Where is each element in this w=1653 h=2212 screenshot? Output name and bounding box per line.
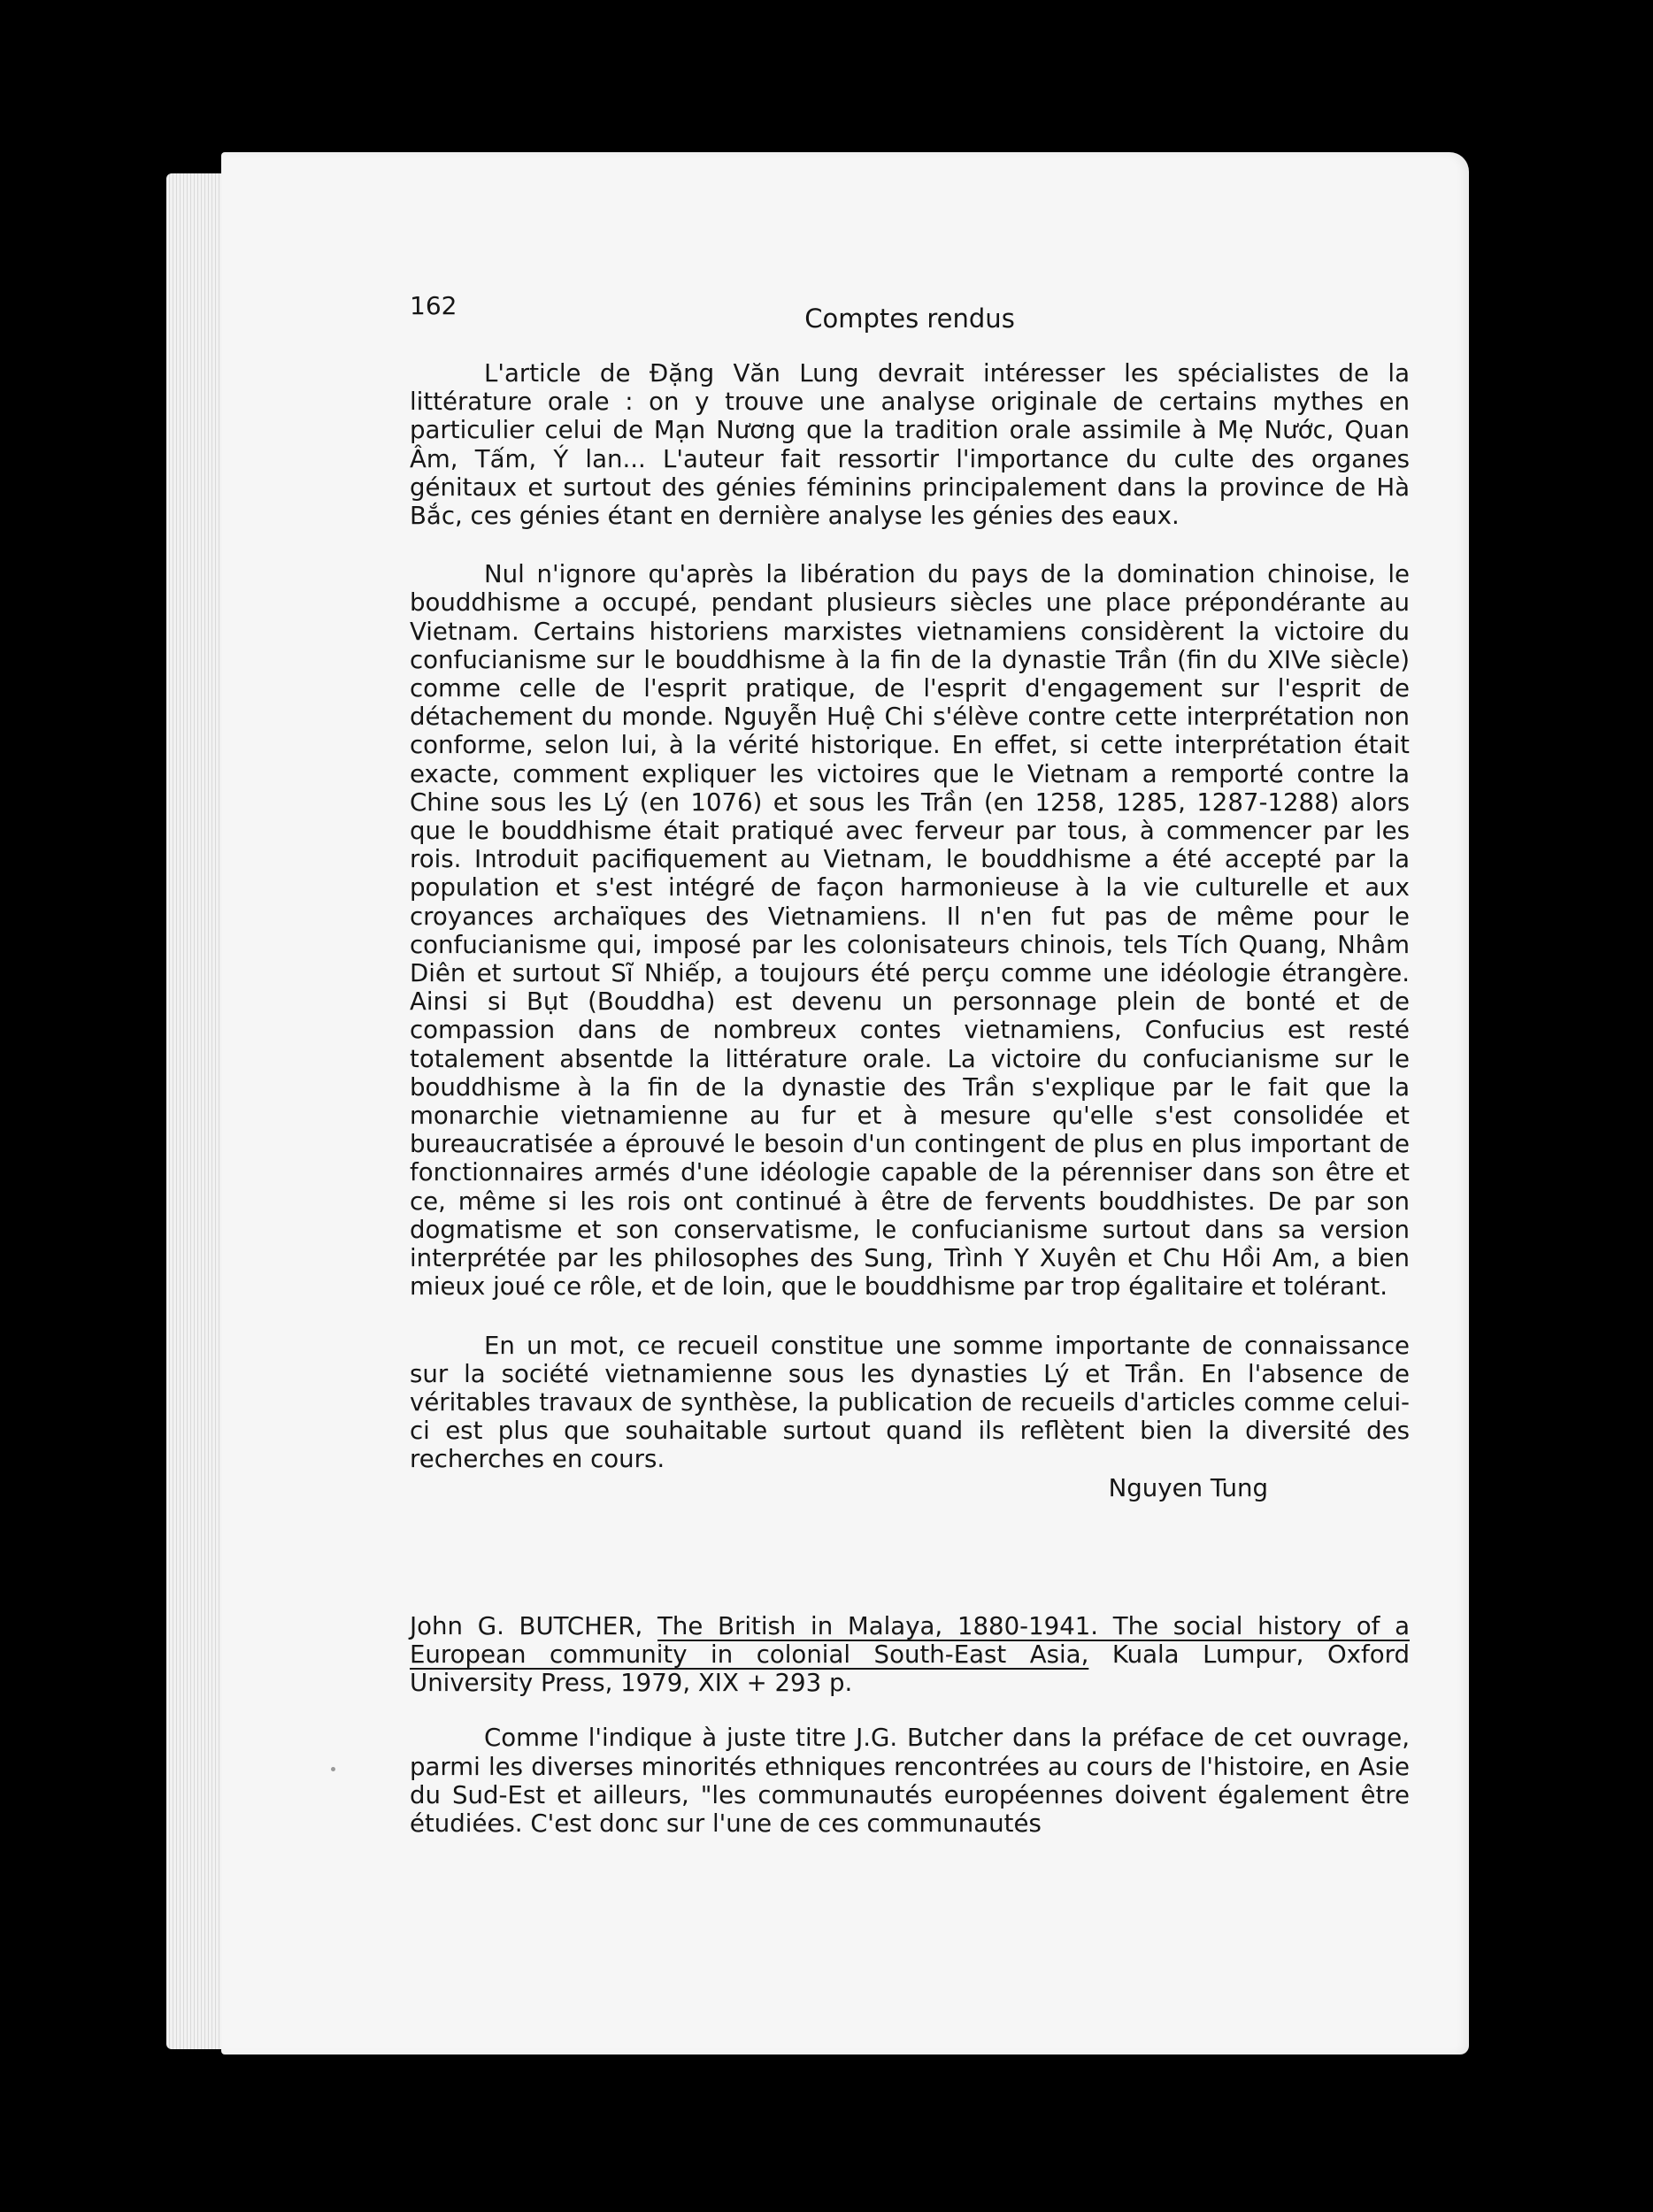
page-content bbox=[410, 283, 1410, 1838]
paragraph-buddhism-confucianism: Nul n'ignore qu'après la libération du pays de la domination chinoise, le bouddhisme a occupé, pendant plusieurs siècles une place prépondérante au Vietnam. Certains historiens marxistes vietnamiens considèrent la victoire du confucianisme sur le bouddhisme à la fin de la dynastie Trần (fin du XIVe siècle) comme celle de l'esprit pratique, de l'esprit d'engagement sur l'esprit de détachement du monde. Nguyễn Huệ Chi s'élève contre cette interprétation non conforme, selon lui, à la vérité historique. En effet, si cette interprétation était exacte, comment expliquer les victoires que le Vietnam a remporté contre la Chine sous les Lý (en 1076) et sous les Trần (en 1258, 1285, 1287-1288) alors que le bouddhisme était pratiqué avec ferveur par tous, à commencer par les rois. Introduit pacifiquement au Vietnam, le bouddhisme a été accepté par la population et s'est intégré de façon harmonieuse à la vie culturelle et aux croyances archaïques des Vietnamiens. Il n'en fut pas de même pour le confucianisme qui, imposé par les colonisateurs chinois, tels Tích Quang, Nhâm Diên et surtout Sĩ Nhiếp, a toujours été perçu comme une idéologie étrangère. Ainsi si Bụt (Bouddha) est devenu un personnage plein de bonté et de compassion dans de nombreux contes vietnamiens, Confucius est resté totalement absentde la littérature orale. La victoire du confucianisme sur le bouddhisme à la fin de la dynastie des Trần s'explique par le fait que la monarchie vietnamienne au fur et à mesure qu'elle s'est consolidée et bureaucratisée a éprouvé le besoin d'un contingent de plus en plus important de fonctionnaires armés d'une idéologie capable de la pérenniser dans son être et ce, même si les rois ont continué à être de fervents bouddhistes. De par son dogmatisme et son conservatisme, le confucianisme surtout dans sa version interprétée par les philosophes des Sung, Trình Y Xuyên et Chu Hồi Am, a bien mieux joué ce rôle, et de loin, que le bouddhisme par trop égalitaire et tolérant. bbox=[410, 559, 1410, 1302]
book-publication: Kuala Lumpur, Oxford University Press, 1979, XIX + 293 p. bbox=[410, 1639, 1410, 1698]
book-author: John G. BUTCHER, bbox=[410, 1610, 643, 1640]
page-header bbox=[410, 283, 1410, 333]
book-reference bbox=[410, 1612, 1410, 1698]
page-number: 162 bbox=[410, 291, 457, 320]
dust-speck bbox=[331, 1767, 335, 1771]
book-page-edges bbox=[166, 173, 228, 2049]
review-opening-paragraph: Comme l'indique à juste titre J.G. Butcher dans la préface de cet ouvrage, parmi les diverses minorités ethniques rencontrées au cours de l'histoire, en Asie du Sud-Est et ailleurs, "les communautés européennes doivent également être étudiées. C'est donc sur l'une de ces communautés bbox=[410, 1723, 1410, 1838]
book-title: The British in Malaya, 1880-1941. The social history of a European community in colonial South-East Asia, bbox=[410, 1610, 1410, 1669]
paragraph-conclusion: En un mot, ce recueil constitue une somme importante de connaissance sur la société vietnamienne sous les dynasties Lý et Trần. En l'absence de véritables travaux de synthèse, la publication de recueils d'articles comme celui-ci est plus que souhaitable surtout quand ils reflètent bien la diversité des recherches en cours. bbox=[410, 1330, 1410, 1474]
paragraph-dang-van-lung: L'article de Đặng Văn Lung devrait intéresser les spécialistes de la littérature orale : on y trouve une analyse originale de certains mythes en particulier celui de Mạn Nương que la tradition orale assimile à Mẹ Nước, Quan Âm, Tấm, Ý lan... L'auteur fait ressortir l'importance du culte des organes génitaux et surtout des génies féminins principalement dans la province de Hà Bắc, ces génies étant en dernière analyse les génies des eaux. bbox=[410, 358, 1410, 531]
reviewer-signature: Nguyen Tung bbox=[1108, 1472, 1268, 1502]
running-title: Comptes rendus bbox=[804, 303, 1015, 334]
